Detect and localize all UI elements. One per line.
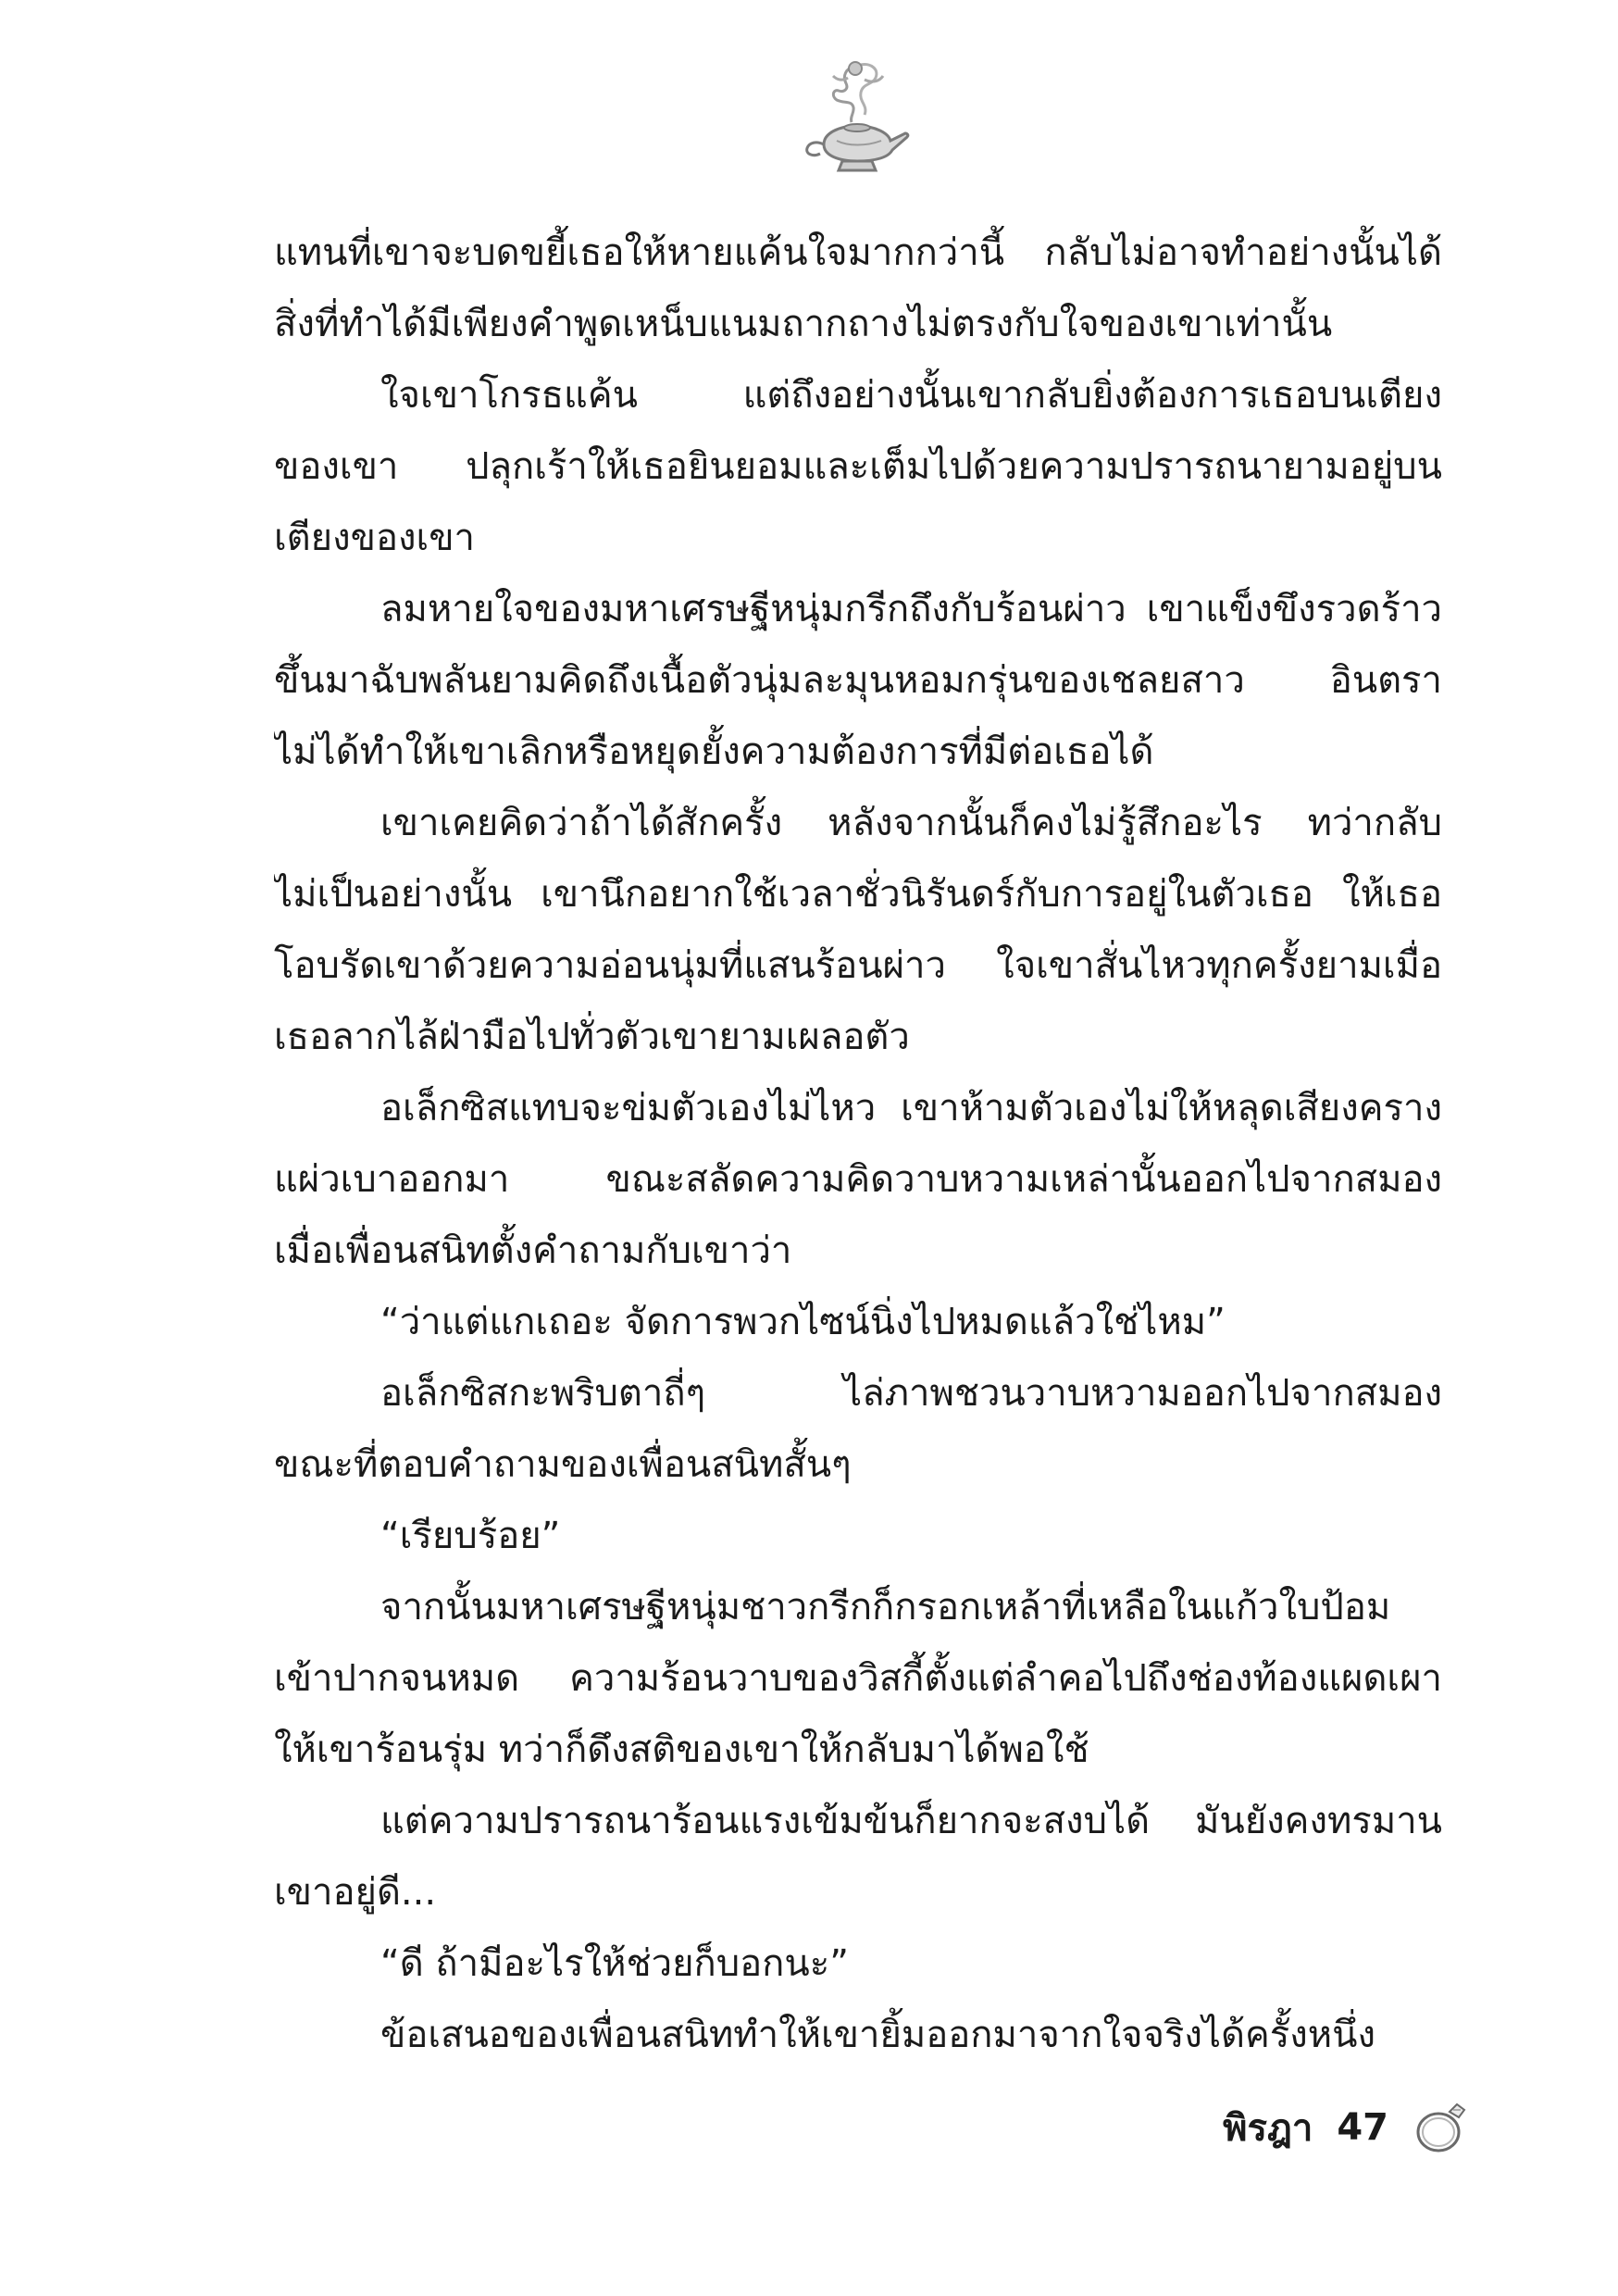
text-line: แทนที่เขาจะบดขยี้เธอให้หายแค้นใจมากกว่านี้ กลับไม่อาจทำอย่างนั้นได้ (274, 231, 1442, 274)
text-line: เธอลากไล้ฝ่ามือไปทั่วตัวเขายามเผลอตัว (274, 1016, 910, 1058)
text-line: จากนั้นมหาเศรษฐีหนุ่มชาวกรีกก็กรอกเหล้าที่เหลือในแก้วใบป้อม (380, 1586, 1391, 1628)
text-line: โอบรัดเขาด้วยความอ่อนนุ่มที่แสนร้อนผ่าว ใจเขาสั่นไหวทุกครั้งยามเมื่อ (274, 944, 1442, 987)
ring-icon (1413, 2099, 1470, 2156)
text-line: สิ่งที่ทำได้มีเพียงคำพูดเหน็บแนมถากถางไม่ตรงกับใจของเขาเท่านั้น (274, 303, 1333, 345)
text-line: ของเขา ปลุกเร้าให้เธอยินยอมและเต็มไปด้วยความปรารถนายามอยู่บน (274, 445, 1442, 488)
text-line: อเล็กซิสกะพริบตาถี่ๆ ไล่ภาพชวนวาบหวามออกไปจากสมอง (380, 1372, 1442, 1415)
text-line: แต่ความปรารถนาร้อนแรงเข้มข้นก็ยากจะสงบได้ มันยังคงทรมาน (380, 1800, 1442, 1842)
page-number: 47 (1337, 2106, 1388, 2149)
text-line: ขึ้นมาฉับพลันยามคิดถึงเนื้อตัวนุ่มละมุนหอมกรุ่นของเชลยสาว อินตรา (274, 659, 1442, 702)
text-line: เขาเคยคิดว่าถ้าได้สักครั้ง หลังจากนั้นก็คงไม่รู้สึกอะไร ทว่ากลับ (380, 802, 1442, 844)
text-line: “ว่าแต่แกเถอะ จัดการพวกไซน์นิ่งไปหมดแล้วใช่ไหม” (380, 1301, 1226, 1343)
text-line: ใจเขาโกรธแค้น แต่ถึงอย่างนั้นเขากลับยิ่งต้องการเธอบนเตียง (380, 374, 1442, 417)
text-line: “ดี ถ้ามีอะไรให้ช่วยก็บอกนะ” (380, 1942, 849, 1985)
text-line: ข้อเสนอของเพื่อนสนิททำให้เขายิ้มออกมาจากใจจริงได้ครั้งหนึ่ง (380, 2014, 1375, 2056)
author-name: พิรฎา (1223, 2107, 1313, 2150)
text-line: อเล็กซิสแทบจะข่มตัวเองไม่ไหว เขาห้ามตัวเองไม่ให้หลุดเสียงคราง (380, 1087, 1442, 1129)
genie-lamp-icon (796, 56, 916, 176)
text-line: ให้เขาร้อนรุ่ม ทว่าก็ดึงสติของเขาให้กลับมาได้พอใช้ (274, 1728, 1089, 1771)
text-line: ขณะที่ตอบคำถามของเพื่อนสนิทสั้นๆ (274, 1443, 852, 1486)
text-line: เข้าปากจนหมด ความร้อนวาบของวิสกี้ตั้งแต่ลำคอไปถึงช่องท้องแผดเผา (274, 1657, 1442, 1700)
text-line: ไม่เป็นอย่างนั้น เขานึกอยากใช้เวลาชั่วนิรันดร์กับการอยู่ในตัวเธอ ให้เธอ (274, 873, 1442, 916)
text-line: “เรียบร้อย” (380, 1515, 561, 1557)
text-line: ลมหายใจของมหาเศรษฐีหนุ่มกรีกถึงกับร้อนผ่าว เขาแข็งขึงรวดร้าว (380, 588, 1442, 630)
text-line: เขาอยู่ดี... (274, 1871, 437, 1914)
text-line: ไม่ได้ทำให้เขาเลิกหรือหยุดยั้งความต้องการที่มีต่อเธอได้ (274, 730, 1154, 773)
text-line: เมื่อเพื่อนสนิทตั้งคำถามกับเขาว่า (274, 1229, 792, 1272)
text-line: แผ่วเบาออกมา ขณะสลัดความคิดวาบหวามเหล่านั้นออกไปจากสมอง (274, 1158, 1442, 1201)
page-footer (1223, 2098, 1470, 2157)
text-line: เตียงของเขา (274, 517, 475, 559)
body-text (274, 218, 1442, 2071)
